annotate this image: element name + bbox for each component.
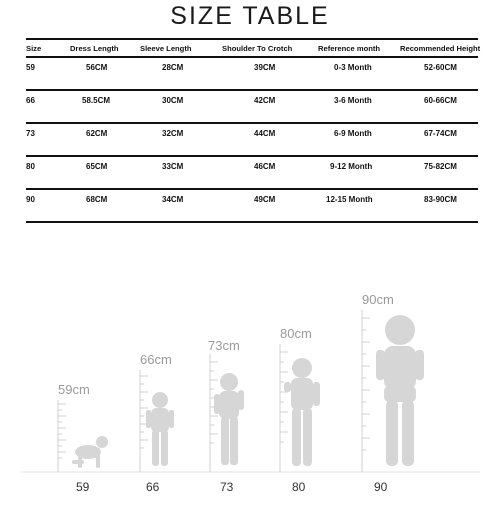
cell-size: 80 xyxy=(26,162,35,171)
cell-reference-month: 3-6 Month xyxy=(334,96,372,105)
size-label: 90 xyxy=(374,480,388,494)
cell-size: 66 xyxy=(26,96,35,105)
cell-dress-length: 68CM xyxy=(86,195,108,204)
cell-recommended-height: 67-74CM xyxy=(424,129,457,138)
baby-crawling-figure xyxy=(72,436,108,468)
cell-recommended-height: 60-66CM xyxy=(424,96,457,105)
cell-sleeve-length: 28CM xyxy=(162,63,184,72)
cell-dress-length: 65CM xyxy=(86,162,108,171)
height-label: 80cm xyxy=(280,326,312,341)
table-row xyxy=(26,57,478,90)
toddler-figure-66 xyxy=(146,392,174,466)
cell-reference-month: 9-12 Month xyxy=(330,162,373,171)
table-row xyxy=(26,123,478,156)
cell-reference-month: 12-15 Month xyxy=(326,195,373,204)
height-ruler xyxy=(58,400,66,472)
table-row xyxy=(26,90,478,123)
cell-size: 90 xyxy=(26,195,35,204)
size-label: 59 xyxy=(76,480,90,494)
height-ruler xyxy=(362,310,370,472)
col-dress-length: Dress Length xyxy=(68,39,140,57)
cell-size: 59 xyxy=(26,63,35,72)
cell-sleeve-length: 30CM xyxy=(162,96,184,105)
table-header-row xyxy=(26,39,478,57)
cell-sleeve-length: 33CM xyxy=(162,162,184,171)
cell-reference-month: 0-3 Month xyxy=(334,63,372,72)
child-figure-90 xyxy=(376,315,424,466)
growth-chart xyxy=(0,282,500,500)
height-label: 66cm xyxy=(140,352,172,367)
cell-recommended-height: 75-82CM xyxy=(424,162,457,171)
table-row xyxy=(26,189,478,222)
size-label: 66 xyxy=(146,480,160,494)
height-ruler xyxy=(280,344,288,472)
cell-recommended-height: 83-90CM xyxy=(424,195,457,204)
size-table xyxy=(26,38,481,223)
height-label: 90cm xyxy=(362,292,394,307)
cell-dress-length: 58.5CM xyxy=(82,96,111,105)
size-label: 73 xyxy=(220,480,234,494)
height-label: 73cm xyxy=(208,338,240,353)
cell-size: 73 xyxy=(26,129,35,138)
cell-recommended-height: 52-60CM xyxy=(424,63,457,72)
col-size: Size xyxy=(26,39,68,57)
table-row xyxy=(26,156,478,189)
size-label: 80 xyxy=(292,480,306,494)
col-shoulder-to-crotch: Shoulder To Crotch xyxy=(222,39,318,57)
toddler-figure-73 xyxy=(214,373,244,465)
cell-sleeve-length: 34CM xyxy=(162,195,184,204)
col-recommended-height: Recommended Height xyxy=(400,39,478,57)
height-label: 59cm xyxy=(58,382,90,397)
cell-shoulder-to-crotch: 42CM xyxy=(254,96,276,105)
col-reference-month: Reference month xyxy=(318,39,400,57)
page-title: SIZE TABLE xyxy=(170,2,330,30)
cell-shoulder-to-crotch: 39CM xyxy=(254,63,276,72)
col-sleeve-length: Sleeve Length xyxy=(140,39,222,57)
cell-shoulder-to-crotch: 44CM xyxy=(254,129,276,138)
cell-dress-length: 62CM xyxy=(86,129,108,138)
cell-shoulder-to-crotch: 49CM xyxy=(254,195,276,204)
cell-sleeve-length: 32CM xyxy=(162,129,184,138)
cell-reference-month: 6-9 Month xyxy=(334,129,372,138)
cell-shoulder-to-crotch: 46CM xyxy=(254,162,276,171)
child-figure-80 xyxy=(284,358,320,466)
cell-dress-length: 56CM xyxy=(86,63,108,72)
